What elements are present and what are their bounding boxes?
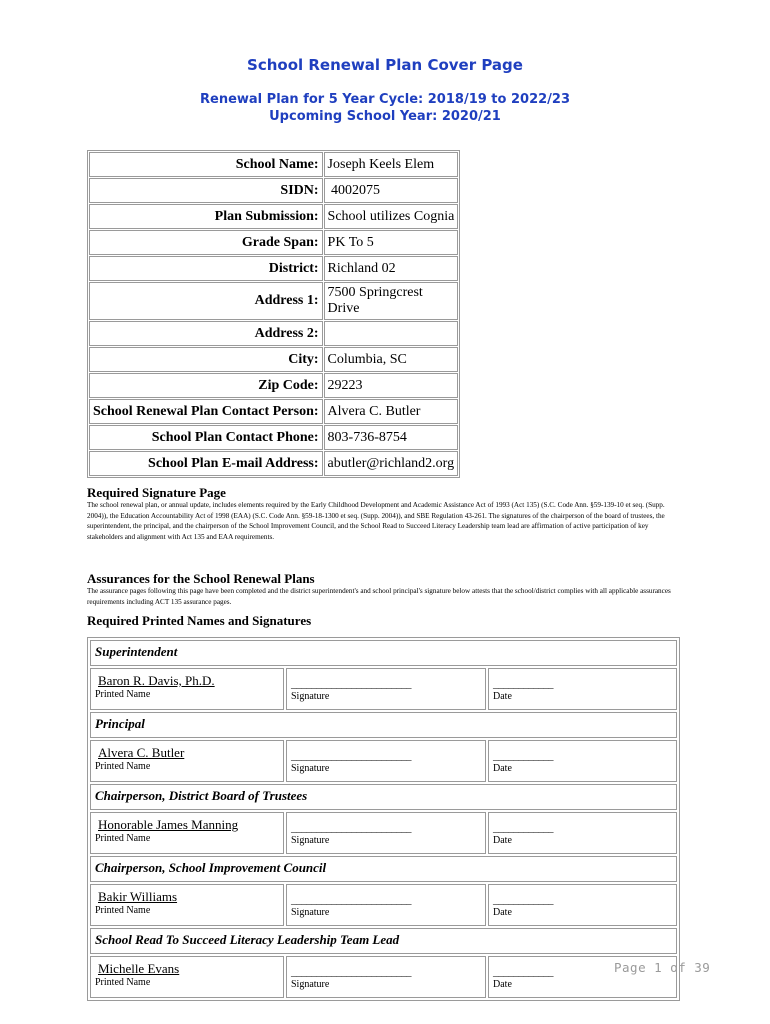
info-row (89, 256, 458, 281)
info-label: Plan Submission: (89, 204, 323, 229)
role-row (90, 712, 677, 738)
info-row (89, 399, 458, 424)
signature-line: ________________________ (291, 966, 411, 978)
info-label: SIDN: (89, 178, 323, 203)
role-row (90, 640, 677, 666)
role-label: Chairperson, District Board of Trustees (90, 784, 677, 810)
info-value: 4002075 (324, 178, 459, 203)
assurances-text: The assurance pages following this page have been completed and the district superintendent's and school principal's signature below attests that the school/district complies with all applicable assurances requirements including ACT 135 assurance pages. (87, 587, 671, 606)
role-label: Superintendent (90, 640, 677, 666)
printed-name-cell (90, 884, 284, 926)
info-row (89, 373, 458, 398)
info-value (324, 321, 459, 346)
upcoming-year-subtitle: Upcoming School Year: 2020/21 (269, 109, 501, 124)
info-row (89, 321, 458, 346)
role-label: Chairperson, School Improvement Council (90, 856, 677, 882)
signature-row (90, 812, 677, 854)
date-cell[interactable] (488, 812, 677, 854)
role-label: School Read To Succeed Literacy Leadership Team Lead (90, 928, 677, 954)
info-row (89, 282, 458, 320)
info-label: School Name: (89, 152, 323, 177)
signature-caption: Signature (291, 907, 330, 918)
printed-name-caption: Printed Name (95, 905, 151, 916)
school-info-table (87, 150, 460, 478)
signature-line: ________________________ (291, 750, 411, 762)
info-label: District: (89, 256, 323, 281)
info-label: School Plan Contact Phone: (89, 425, 323, 450)
printed-name: Baron R. Davis, Ph.D. (98, 673, 215, 688)
date-line: ____________ (493, 678, 553, 690)
signature-caption: Signature (291, 691, 330, 702)
printed-name-caption: Printed Name (95, 689, 151, 700)
printed-name-cell (90, 668, 284, 710)
info-label: School Plan E-mail Address: (89, 451, 323, 476)
info-label: Zip Code: (89, 373, 323, 398)
role-label: Principal (90, 712, 677, 738)
info-value: School utilizes Cognia (324, 204, 459, 229)
date-line: ____________ (493, 966, 553, 978)
info-value: 803-736-8754 (324, 425, 459, 450)
printed-name: Honorable James Manning (98, 817, 239, 832)
signature-line: ________________________ (291, 822, 411, 834)
info-value: PK To 5 (324, 230, 459, 255)
signature-row (90, 740, 677, 782)
required-signature-heading: Required Signature Page (87, 485, 226, 500)
date-caption: Date (493, 835, 512, 846)
signature-row (90, 668, 677, 710)
info-value: Columbia, SC (324, 347, 459, 372)
date-caption: Date (493, 691, 512, 702)
required-signature-text: The school renewal plan, or annual update, includes elements required by the Early Childhood Development and Academic Assistance Act of 1993 (Act 135) (S.C. Code Ann. §59-139-10 et seq. (Supp. 2004)), the Education Accountability Act of 1998 (EAA) (S.C. Code Ann. §59-18-1300 et seq. (Supp. 2004)), and SBE Regulation 43-261. The signatures of the chairperson of the board of trustees, the superintendent, the principal, and the chairperson of the School Improvement Council, and the School Read to Succeed Literacy Leadership team lead are affirmation of active participation of key stakeholders and alignment with Act 135 and EAA requirements. (87, 501, 665, 541)
info-value: 29223 (324, 373, 459, 398)
date-caption: Date (493, 907, 512, 918)
info-row (89, 152, 458, 177)
date-line: ____________ (493, 822, 553, 834)
info-value: Richland 02 (324, 256, 459, 281)
signature-cell[interactable] (286, 812, 486, 854)
info-value: abutler@richland2.org (324, 451, 459, 476)
info-row (89, 451, 458, 476)
printed-name: Michelle Evans (98, 961, 180, 976)
role-row (90, 784, 677, 810)
info-value: 7500 Springcrest Drive (324, 282, 459, 320)
info-row (89, 347, 458, 372)
info-label: Address 2: (89, 321, 323, 346)
info-value: Alvera C. Butler (324, 399, 459, 424)
date-cell[interactable] (488, 740, 677, 782)
info-label: Grade Span: (89, 230, 323, 255)
cycle-subtitle: Renewal Plan for 5 Year Cycle: 2018/19 to 2022/23 (200, 92, 570, 107)
info-row (89, 204, 458, 229)
signature-cell[interactable] (286, 884, 486, 926)
info-label: City: (89, 347, 323, 372)
info-row (89, 230, 458, 255)
printed-name: Alvera C. Butler (98, 745, 185, 760)
signature-caption: Signature (291, 835, 330, 846)
page-number: Page 1 of 39 (614, 960, 711, 975)
printed-name-caption: Printed Name (95, 977, 151, 988)
signature-row (90, 956, 677, 998)
role-row (90, 856, 677, 882)
role-row (90, 928, 677, 954)
date-line: ____________ (493, 750, 553, 762)
signature-line: ________________________ (291, 678, 411, 690)
info-label: Address 1: (89, 282, 323, 320)
date-cell[interactable] (488, 668, 677, 710)
signature-table (87, 637, 680, 1001)
date-line: ____________ (493, 894, 553, 906)
info-row (89, 425, 458, 450)
signature-caption: Signature (291, 763, 330, 774)
info-label: School Renewal Plan Contact Person: (89, 399, 323, 424)
signature-cell[interactable] (286, 956, 486, 998)
signature-cell[interactable] (286, 668, 486, 710)
printed-name: Bakir Williams (98, 889, 178, 904)
date-cell[interactable] (488, 884, 677, 926)
printed-name-cell (90, 812, 284, 854)
printed-names-heading: Required Printed Names and Signatures (87, 613, 312, 628)
printed-name-caption: Printed Name (95, 833, 151, 844)
info-value: Joseph Keels Elem (324, 152, 459, 177)
printed-name-cell (90, 740, 284, 782)
printed-name-cell (90, 956, 284, 998)
page-title: School Renewal Plan Cover Page (247, 56, 523, 74)
signature-line: ________________________ (291, 894, 411, 906)
signature-caption: Signature (291, 979, 330, 990)
signature-row (90, 884, 677, 926)
date-caption: Date (493, 979, 512, 990)
info-row (89, 178, 458, 203)
date-caption: Date (493, 763, 512, 774)
assurances-heading: Assurances for the School Renewal Plans (87, 571, 315, 586)
printed-name-caption: Printed Name (95, 761, 151, 772)
signature-cell[interactable] (286, 740, 486, 782)
